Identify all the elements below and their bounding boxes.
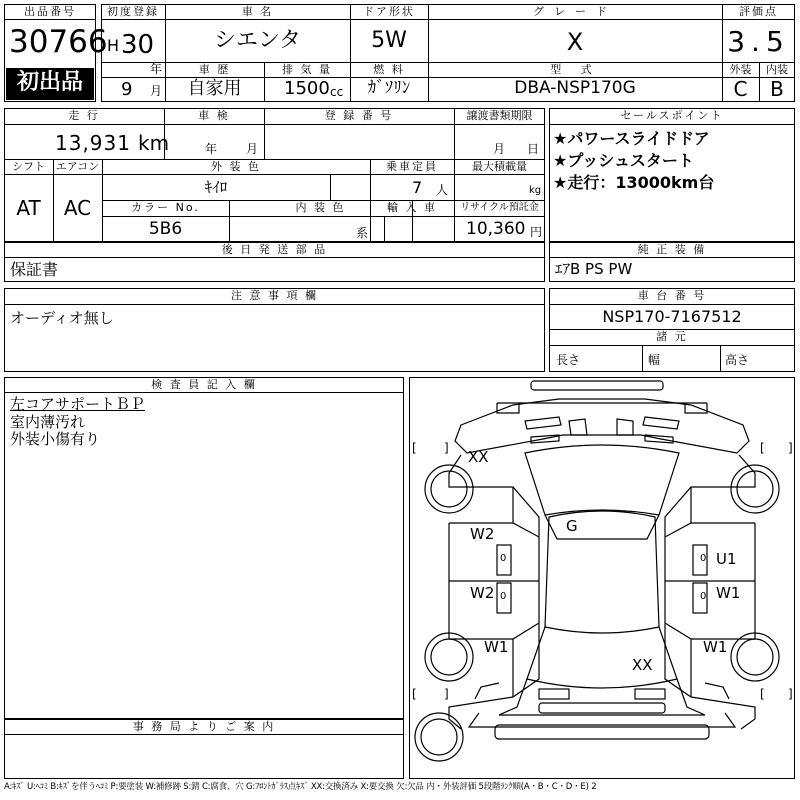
damage-mark-right-front-door: U1	[716, 550, 737, 568]
score-label: 評価点	[739, 5, 778, 18]
model: DBA-NSP170G	[514, 78, 636, 98]
grade: X	[566, 28, 584, 56]
seats: 7	[412, 178, 423, 197]
first-listing-badge: 初出品	[6, 68, 94, 100]
car-name: シエンタ	[213, 28, 302, 53]
recycle-unit: 円	[530, 225, 543, 239]
car-name-label: 車 名	[241, 5, 274, 18]
history-label: 車 歴	[198, 63, 231, 76]
chassis-number: NSP170-7167512	[602, 307, 742, 326]
bracket-6: ]	[444, 687, 449, 701]
damage-mark-left-mirror-1: 0	[500, 553, 507, 564]
displacement-unit: cc	[330, 85, 344, 99]
inspection-label: 車 検	[198, 109, 230, 122]
damage-mark-left-rear: W1	[484, 638, 509, 656]
recycle-label: リサイクル預託金	[460, 202, 539, 213]
seats-unit: 人	[436, 183, 449, 197]
damage-mark-roof: G	[566, 517, 578, 535]
bracket-3: [	[760, 441, 765, 455]
width-label: 幅	[648, 353, 661, 367]
era: H	[107, 36, 120, 55]
inspector-line-3: 外装小傷有り	[10, 430, 101, 448]
car-diagram	[409, 377, 795, 779]
bracket-7: [	[760, 687, 765, 701]
seats-label: 乗車定員	[386, 160, 438, 173]
ac: AC	[63, 196, 92, 220]
legend: A:ｷｽﾞ U:ﾍｺﾐ B:ｷｽﾞを伴うﾍｺﾐ P:要塗装 W:補修跡 S:錆 C:腐食、穴 G:ﾌﾛﾝﾄｶﾞﾗｽ点ｷｽﾞ XX:交換済み X:要交換 欠:欠品 内・外装評価 5段階ﾗﾝｸ順(A・B・C・D・E) 2	[4, 782, 597, 792]
lot-number: 30766	[9, 24, 108, 60]
inspection-month: 月	[246, 142, 259, 156]
bracket-4: ]	[788, 441, 793, 455]
grade-label: グレード	[533, 5, 617, 18]
damage-mark-right-mirror-2: 0	[700, 591, 707, 602]
ac-label: エアコン	[55, 160, 100, 173]
mileage-label: 走 行	[68, 109, 100, 122]
length-label: 長さ	[556, 353, 581, 367]
door: 5W	[371, 28, 407, 53]
equipment-value: ｴｱB PS PW	[555, 260, 633, 278]
bracket-5: [	[412, 687, 417, 701]
bracket-8: ]	[788, 687, 793, 701]
displacement-label: 排 気 量	[282, 63, 332, 76]
load-label: 最大積載量	[472, 160, 527, 173]
transfer-month: 月	[493, 142, 506, 156]
equipment-label: 純 正 装 備	[637, 243, 707, 256]
notes-label: 注 意 事 項 欄	[231, 289, 318, 302]
reg-year: 30	[121, 30, 155, 60]
shift: AT	[16, 196, 41, 220]
displacement: 1500	[284, 78, 330, 99]
color-no: 5B6	[148, 219, 183, 239]
interior-label: 内装	[766, 63, 788, 76]
sales-points-label: セールスポイント	[620, 109, 724, 122]
inspector-line-2: 室内薄汚れ	[10, 413, 86, 431]
import-label: 輸 入 車	[387, 201, 437, 214]
damage-mark-left-mirror-2: 0	[500, 591, 507, 602]
inspector-label: 検 査 員 記 入 欄	[151, 378, 257, 391]
damage-mark-rear: XX	[632, 656, 653, 674]
model-label: 型 式	[550, 63, 600, 76]
year-unit: 年	[150, 62, 163, 76]
recycle-fee: 10,360	[466, 219, 526, 239]
office-label: 事 務 局 よ り ご 案 内	[132, 720, 276, 733]
bracket-1: [	[412, 441, 417, 455]
sales-point-1: ★パワースライドドア	[553, 129, 710, 148]
score: 3.5	[727, 25, 790, 58]
transfer-label: 譲渡書類期限	[466, 109, 533, 122]
damage-mark-right-rear-door: W1	[716, 584, 741, 602]
interior-color-label: 内 装 色	[295, 201, 346, 214]
lot-label: 出品番号	[24, 5, 76, 18]
history: 自家用	[187, 78, 242, 99]
bracket-2: ]	[444, 441, 449, 455]
load-unit: kg	[529, 185, 542, 196]
sales-point-3: ★走行：13000km台	[553, 173, 715, 192]
month-unit: 月	[150, 84, 163, 98]
inspection-year: 年	[205, 142, 218, 156]
parts-label: 後 日 発 送 部 品	[221, 243, 328, 256]
vehicle-info-table	[4, 108, 545, 242]
shift-label: シフト	[12, 160, 45, 173]
exterior-color: ｷｲﾛ	[204, 178, 228, 196]
height-label: 高さ	[725, 353, 750, 367]
damage-mark-left-rear-door: W2	[470, 584, 495, 602]
reg-month: 9	[121, 79, 133, 100]
transfer-day: 日	[527, 142, 540, 156]
dimensions-label: 諸 元	[656, 330, 688, 343]
damage-mark-right-rear: W1	[703, 638, 728, 656]
interior-grade: B	[770, 77, 784, 101]
registration-label: 登 録 番 号	[324, 109, 394, 122]
chassis-label: 車 台 番 号	[637, 289, 707, 302]
damage-mark-right-mirror-1: 0	[700, 553, 707, 564]
inspector-line-1: 左コアサポートＢＰ	[10, 395, 146, 413]
color-label: 外 装 色	[211, 160, 261, 173]
interior-color-unit: 系	[356, 226, 369, 240]
sales-point-2: ★プッシュスタート	[553, 151, 694, 170]
first-reg-label: 初度登録	[107, 5, 159, 18]
exterior-label: 外装	[729, 63, 752, 76]
notes-value: オーディオ無し	[10, 309, 114, 327]
mileage-unit: km	[138, 131, 170, 155]
parts-value: 保証書	[10, 260, 59, 279]
damage-mark-front-left: XX	[468, 448, 489, 466]
damage-mark-left-front-door: W2	[470, 525, 495, 543]
mileage: 13,931	[55, 131, 131, 155]
color-no-label: カラー No.	[131, 201, 200, 214]
fuel-label: 燃 料	[373, 63, 405, 76]
fuel: ｶﾞｿﾘﾝ	[367, 78, 411, 98]
exterior-grade: C	[733, 77, 748, 101]
door-label: ドア形状	[363, 5, 415, 18]
